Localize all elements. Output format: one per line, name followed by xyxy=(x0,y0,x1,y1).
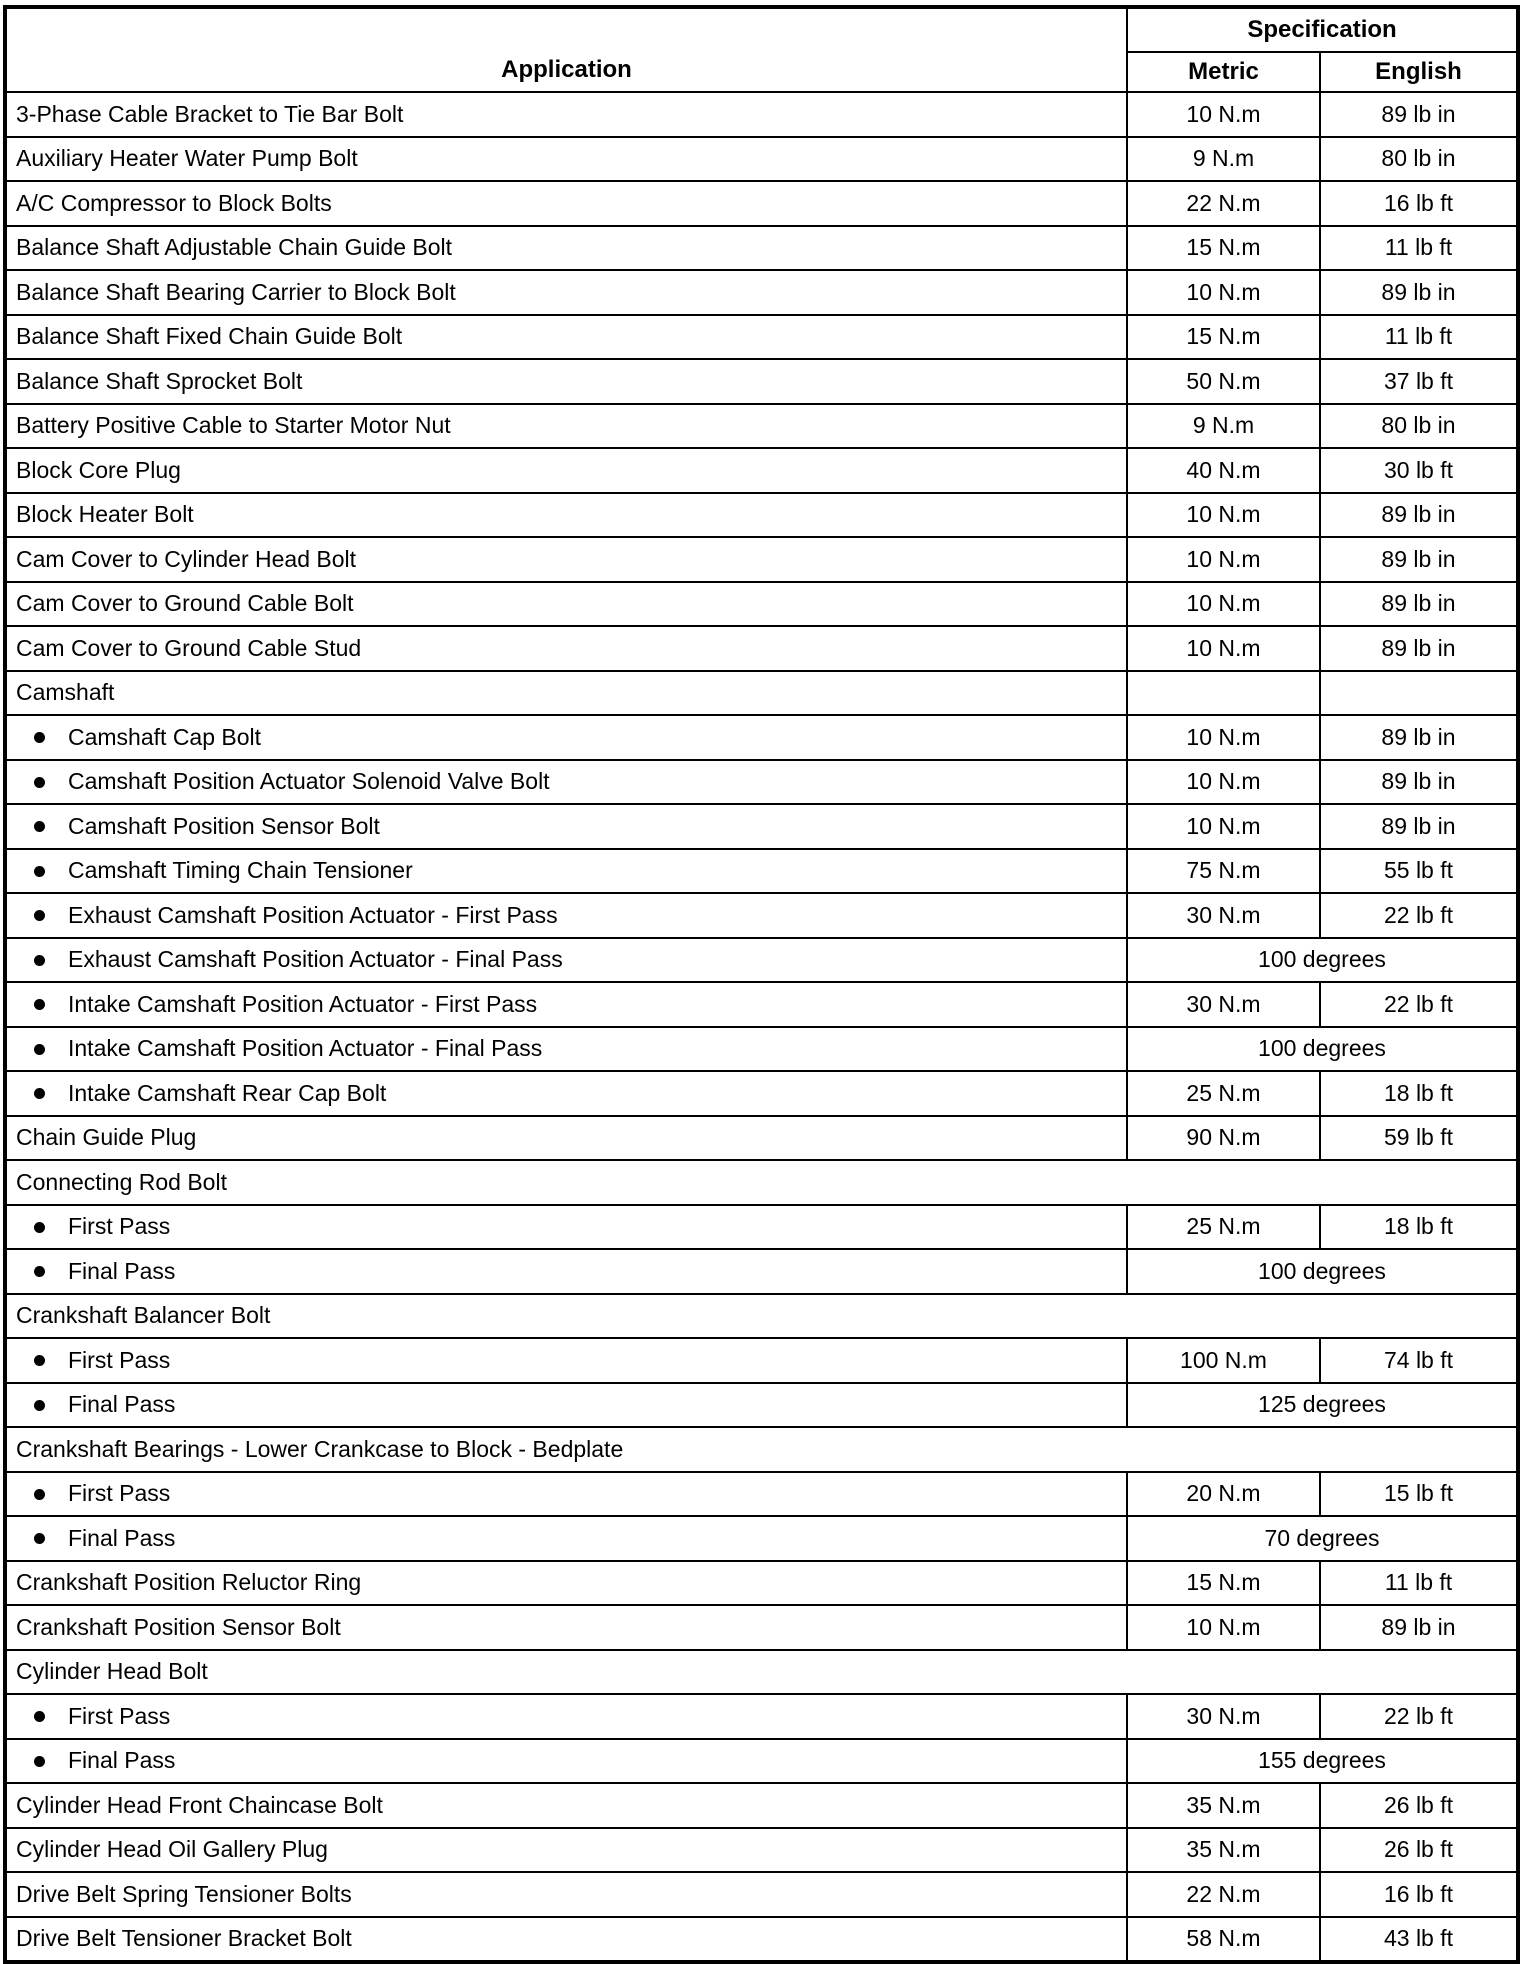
english-value-cell: 89 lb in xyxy=(1320,582,1518,627)
specification-column-header: Specification xyxy=(1127,7,1518,52)
bullet-icon xyxy=(34,1266,45,1277)
metric-value-cell: 40 N.m xyxy=(1127,448,1320,493)
table-row xyxy=(5,715,1518,760)
table-row xyxy=(5,270,1518,315)
application-label: Exhaust Camshaft Position Actuator - Final Pass xyxy=(68,946,563,973)
section-row xyxy=(5,1294,1518,1339)
metric-value-cell: 25 N.m xyxy=(1127,1071,1320,1116)
application-cell xyxy=(5,404,1127,449)
application-label: Balance Shaft Adjustable Chain Guide Bolt xyxy=(16,234,453,261)
english-value-cell: 80 lb in xyxy=(1320,404,1518,449)
application-column-header: Application xyxy=(5,7,1127,92)
application-cell xyxy=(5,1116,1127,1161)
specification-span-cell: 155 degrees xyxy=(1127,1739,1518,1784)
table-row xyxy=(5,849,1518,894)
table-row xyxy=(5,359,1518,404)
application-cell xyxy=(5,181,1127,226)
application-cell xyxy=(5,1650,1518,1695)
application-cell xyxy=(5,1739,1127,1784)
english-value-cell: 89 lb in xyxy=(1320,804,1518,849)
metric-column-header: Metric xyxy=(1127,52,1320,92)
english-value-cell: 15 lb ft xyxy=(1320,1472,1518,1517)
application-label: Cam Cover to Ground Cable Stud xyxy=(16,634,362,661)
table-row xyxy=(5,1872,1518,1917)
application-label: Final Pass xyxy=(68,1524,176,1551)
application-cell xyxy=(5,804,1127,849)
application-cell xyxy=(5,1694,1127,1739)
application-label: Cylinder Head Oil Gallery Plug xyxy=(16,1836,328,1863)
application-cell xyxy=(5,1338,1127,1383)
metric-value-cell: 58 N.m xyxy=(1127,1917,1320,1963)
english-value-cell: 11 lb ft xyxy=(1320,1561,1518,1606)
application-label: Exhaust Camshaft Position Actuator - First Pass xyxy=(68,901,558,928)
bullet-icon xyxy=(34,1044,45,1055)
specification-span-cell: 100 degrees xyxy=(1127,1027,1518,1072)
application-cell xyxy=(5,226,1127,271)
table-body xyxy=(5,92,1518,1962)
application-label: Balance Shaft Bearing Carrier to Block Bolt xyxy=(16,278,456,305)
english-value-cell: 22 lb ft xyxy=(1320,893,1518,938)
application-cell xyxy=(5,760,1127,805)
bullet-icon xyxy=(34,732,45,743)
table-row xyxy=(5,92,1518,137)
application-label: Intake Camshaft Position Actuator - Final Pass xyxy=(68,1035,543,1062)
metric-value-cell: 10 N.m xyxy=(1127,804,1320,849)
metric-value-cell: 100 N.m xyxy=(1127,1338,1320,1383)
english-value-cell: 11 lb ft xyxy=(1320,315,1518,360)
metric-value-cell: 35 N.m xyxy=(1127,1783,1320,1828)
english-value-cell: 89 lb in xyxy=(1320,715,1518,760)
application-cell xyxy=(5,1205,1127,1250)
table-row xyxy=(5,1739,1518,1784)
table-row xyxy=(5,893,1518,938)
application-cell xyxy=(5,315,1127,360)
table-header xyxy=(5,7,1518,92)
bullet-icon xyxy=(34,821,45,832)
application-label: Crankshaft Position Reluctor Ring xyxy=(16,1569,362,1596)
application-label: Cam Cover to Cylinder Head Bolt xyxy=(16,545,357,572)
application-label: Camshaft Timing Chain Tensioner xyxy=(68,857,413,884)
table-row xyxy=(5,1205,1518,1250)
english-value-cell: 74 lb ft xyxy=(1320,1338,1518,1383)
application-cell xyxy=(5,448,1127,493)
application-cell xyxy=(5,849,1127,894)
specification-span-cell: 100 degrees xyxy=(1127,1249,1518,1294)
english-value-cell: 22 lb ft xyxy=(1320,1694,1518,1739)
application-label: Final Pass xyxy=(68,1391,176,1418)
metric-value-cell: 15 N.m xyxy=(1127,226,1320,271)
bullet-icon xyxy=(34,1222,45,1233)
application-cell xyxy=(5,1249,1127,1294)
application-cell xyxy=(5,1872,1127,1917)
application-label: Cylinder Head Bolt xyxy=(16,1658,208,1685)
bullet-icon xyxy=(34,1088,45,1099)
table-row xyxy=(5,938,1518,983)
application-label: Battery Positive Cable to Starter Motor Nut xyxy=(16,412,451,439)
bullet-icon xyxy=(34,1756,45,1767)
specification-span-cell: 70 degrees xyxy=(1127,1516,1518,1561)
application-label: Camshaft Position Sensor Bolt xyxy=(68,812,380,839)
bullet-icon xyxy=(34,1489,45,1500)
english-value-cell: 18 lb ft xyxy=(1320,1205,1518,1250)
application-label: Crankshaft Balancer Bolt xyxy=(16,1302,271,1329)
application-label: Balance Shaft Fixed Chain Guide Bolt xyxy=(16,323,403,350)
bullet-icon xyxy=(34,1355,45,1366)
application-cell xyxy=(5,1917,1127,1963)
table-row xyxy=(5,982,1518,1027)
application-label: Camshaft xyxy=(16,679,115,706)
table-row xyxy=(5,404,1518,449)
english-value-cell: 37 lb ft xyxy=(1320,359,1518,404)
application-label: First Pass xyxy=(68,1480,171,1507)
table-row xyxy=(5,1027,1518,1072)
application-cell xyxy=(5,1516,1127,1561)
table-row xyxy=(5,1472,1518,1517)
english-value-cell: 22 lb ft xyxy=(1320,982,1518,1027)
application-label: Drive Belt Tensioner Bracket Bolt xyxy=(16,1925,352,1952)
application-cell xyxy=(5,582,1127,627)
application-cell xyxy=(5,1561,1127,1606)
section-row xyxy=(5,1650,1518,1695)
application-label: Drive Belt Spring Tensioner Bolts xyxy=(16,1880,352,1907)
application-cell xyxy=(5,1783,1127,1828)
english-value-cell: 18 lb ft xyxy=(1320,1071,1518,1116)
bullet-icon xyxy=(34,777,45,788)
application-label: Camshaft Position Actuator Solenoid Valve Bolt xyxy=(68,768,550,795)
metric-value-cell: 10 N.m xyxy=(1127,760,1320,805)
table-row xyxy=(5,1783,1518,1828)
application-label: First Pass xyxy=(68,1702,171,1729)
application-cell xyxy=(5,982,1127,1027)
english-value-cell: 89 lb in xyxy=(1320,493,1518,538)
table-row xyxy=(5,1828,1518,1873)
bullet-icon xyxy=(34,1711,45,1722)
application-label: Intake Camshaft Rear Cap Bolt xyxy=(68,1079,387,1106)
application-cell xyxy=(5,92,1127,137)
metric-value-cell: 25 N.m xyxy=(1127,1205,1320,1250)
bullet-icon xyxy=(34,955,45,966)
table-row xyxy=(5,1605,1518,1650)
english-value-cell: 16 lb ft xyxy=(1320,181,1518,226)
metric-value-cell: 75 N.m xyxy=(1127,849,1320,894)
table-row xyxy=(5,1071,1518,1116)
application-label: 3-Phase Cable Bracket to Tie Bar Bolt xyxy=(16,100,404,127)
bullet-icon xyxy=(34,999,45,1010)
application-label: Cylinder Head Front Chaincase Bolt xyxy=(16,1791,383,1818)
application-label: Connecting Rod Bolt xyxy=(16,1168,227,1195)
torque-spec-table xyxy=(3,5,1520,1964)
table-row xyxy=(5,671,1518,716)
application-cell xyxy=(5,671,1127,716)
metric-value-cell: 10 N.m xyxy=(1127,582,1320,627)
table-row xyxy=(5,315,1518,360)
table-row xyxy=(5,1116,1518,1161)
bullet-icon xyxy=(34,1400,45,1411)
application-cell xyxy=(5,1828,1127,1873)
application-label: First Pass xyxy=(68,1213,171,1240)
application-label: Cam Cover to Ground Cable Bolt xyxy=(16,590,354,617)
application-cell xyxy=(5,1160,1518,1205)
english-value-cell: 89 lb in xyxy=(1320,626,1518,671)
application-cell xyxy=(5,715,1127,760)
metric-value-cell: 9 N.m xyxy=(1127,404,1320,449)
application-label: A/C Compressor to Block Bolts xyxy=(16,189,332,216)
application-cell xyxy=(5,1427,1518,1472)
header-row-specification xyxy=(5,7,1518,52)
english-value-cell: 16 lb ft xyxy=(1320,1872,1518,1917)
english-value-cell: 89 lb in xyxy=(1320,1605,1518,1650)
english-value-cell: 89 lb in xyxy=(1320,760,1518,805)
table-row xyxy=(5,1694,1518,1739)
bullet-icon xyxy=(34,1533,45,1544)
metric-value-cell xyxy=(1127,671,1320,716)
metric-value-cell: 9 N.m xyxy=(1127,137,1320,182)
table-row xyxy=(5,537,1518,582)
table-row xyxy=(5,1516,1518,1561)
application-cell xyxy=(5,1027,1127,1072)
english-value-cell: 89 lb in xyxy=(1320,270,1518,315)
table-row xyxy=(5,804,1518,849)
english-value-cell: 55 lb ft xyxy=(1320,849,1518,894)
specification-span-cell: 125 degrees xyxy=(1127,1383,1518,1428)
table-row xyxy=(5,1249,1518,1294)
english-value-cell: 59 lb ft xyxy=(1320,1116,1518,1161)
table-row xyxy=(5,1917,1518,1963)
metric-value-cell: 15 N.m xyxy=(1127,1561,1320,1606)
application-cell xyxy=(5,1383,1127,1428)
english-value-cell: 11 lb ft xyxy=(1320,226,1518,271)
metric-value-cell: 10 N.m xyxy=(1127,92,1320,137)
application-cell xyxy=(5,493,1127,538)
metric-value-cell: 10 N.m xyxy=(1127,715,1320,760)
english-value-cell: 80 lb in xyxy=(1320,137,1518,182)
section-row xyxy=(5,1160,1518,1205)
english-value-cell: 30 lb ft xyxy=(1320,448,1518,493)
table-row xyxy=(5,137,1518,182)
metric-value-cell: 15 N.m xyxy=(1127,315,1320,360)
english-value-cell xyxy=(1320,671,1518,716)
application-cell xyxy=(5,1472,1127,1517)
application-label: Crankshaft Position Sensor Bolt xyxy=(16,1613,341,1640)
application-cell xyxy=(5,359,1127,404)
table-row xyxy=(5,1383,1518,1428)
specification-span-cell: 100 degrees xyxy=(1127,938,1518,983)
bullet-icon xyxy=(34,910,45,921)
table-row xyxy=(5,181,1518,226)
section-row xyxy=(5,1427,1518,1472)
metric-value-cell: 90 N.m xyxy=(1127,1116,1320,1161)
metric-value-cell: 35 N.m xyxy=(1127,1828,1320,1873)
metric-value-cell: 10 N.m xyxy=(1127,537,1320,582)
table-row xyxy=(5,626,1518,671)
metric-value-cell: 50 N.m xyxy=(1127,359,1320,404)
metric-value-cell: 10 N.m xyxy=(1127,493,1320,538)
application-label: Intake Camshaft Position Actuator - First Pass xyxy=(68,990,538,1017)
application-cell xyxy=(5,1071,1127,1116)
application-label: Camshaft Cap Bolt xyxy=(68,723,262,750)
metric-value-cell: 30 N.m xyxy=(1127,1694,1320,1739)
table-row xyxy=(5,493,1518,538)
application-cell xyxy=(5,1605,1127,1650)
metric-value-cell: 20 N.m xyxy=(1127,1472,1320,1517)
metric-value-cell: 10 N.m xyxy=(1127,626,1320,671)
application-label: Final Pass xyxy=(68,1747,176,1774)
bullet-icon xyxy=(34,866,45,877)
metric-value-cell: 10 N.m xyxy=(1127,1605,1320,1650)
metric-value-cell: 30 N.m xyxy=(1127,982,1320,1027)
application-cell xyxy=(5,938,1127,983)
table-row xyxy=(5,582,1518,627)
metric-value-cell: 10 N.m xyxy=(1127,270,1320,315)
table-row xyxy=(5,226,1518,271)
metric-value-cell: 22 N.m xyxy=(1127,1872,1320,1917)
application-label: Block Heater Bolt xyxy=(16,501,194,528)
application-label: First Pass xyxy=(68,1346,171,1373)
table-row xyxy=(5,1561,1518,1606)
english-value-cell: 89 lb in xyxy=(1320,92,1518,137)
application-cell xyxy=(5,137,1127,182)
application-cell xyxy=(5,537,1127,582)
metric-value-cell: 30 N.m xyxy=(1127,893,1320,938)
application-cell xyxy=(5,893,1127,938)
english-value-cell: 26 lb ft xyxy=(1320,1828,1518,1873)
metric-value-cell: 22 N.m xyxy=(1127,181,1320,226)
english-value-cell: 26 lb ft xyxy=(1320,1783,1518,1828)
english-value-cell: 89 lb in xyxy=(1320,537,1518,582)
application-cell xyxy=(5,626,1127,671)
application-label: Balance Shaft Sprocket Bolt xyxy=(16,367,303,394)
application-label: Auxiliary Heater Water Pump Bolt xyxy=(16,145,358,172)
english-column-header: English xyxy=(1320,52,1518,92)
table-row xyxy=(5,760,1518,805)
english-value-cell: 43 lb ft xyxy=(1320,1917,1518,1963)
application-label: Crankshaft Bearings - Lower Crankcase to Block - Bedplate xyxy=(16,1435,624,1462)
table-row xyxy=(5,1338,1518,1383)
application-cell xyxy=(5,1294,1518,1339)
application-label: Block Core Plug xyxy=(16,456,181,483)
application-label: Chain Guide Plug xyxy=(16,1124,197,1151)
table-row xyxy=(5,448,1518,493)
application-label: Final Pass xyxy=(68,1257,176,1284)
application-cell xyxy=(5,270,1127,315)
